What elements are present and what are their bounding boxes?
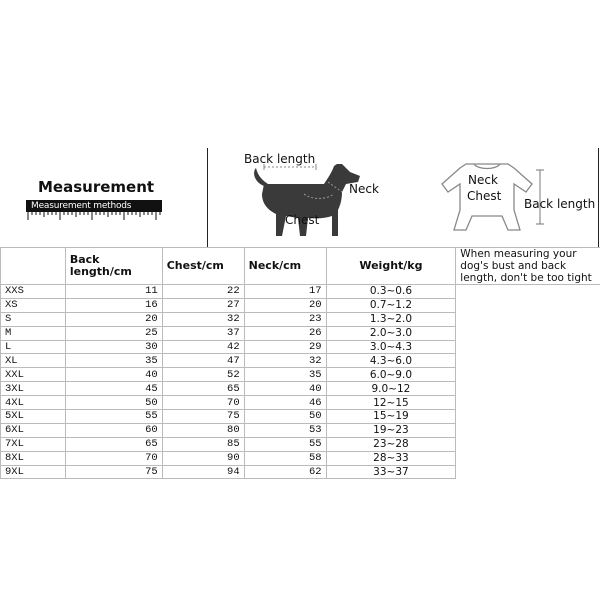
size-cell: 4XL <box>1 396 66 410</box>
table-row <box>1 312 600 326</box>
back-length-cell: 35 <box>65 354 162 368</box>
weight-cell: 12~15 <box>326 396 456 410</box>
neck-cell: 55 <box>244 437 326 451</box>
size-cell: XS <box>1 298 66 312</box>
chest-cell: 22 <box>162 285 244 299</box>
weight-cell: 23~28 <box>326 437 456 451</box>
chest-cell: 80 <box>162 423 244 437</box>
table-row <box>1 437 600 451</box>
table-row <box>1 451 600 465</box>
weight-cell: 1.3~2.0 <box>326 312 456 326</box>
chest-cell: 94 <box>162 465 244 479</box>
chest-cell: 52 <box>162 368 244 382</box>
weight-cell: 4.3~6.0 <box>326 354 456 368</box>
table-row <box>1 285 600 299</box>
weight-cell: 6.0~9.0 <box>326 368 456 382</box>
chest-cell: 70 <box>162 396 244 410</box>
size-cell: 3XL <box>1 382 66 396</box>
neck-cell: 50 <box>244 410 326 424</box>
chest-cell: 42 <box>162 340 244 354</box>
back-length-cell: 70 <box>65 451 162 465</box>
back-length-cell: 55 <box>65 410 162 424</box>
size-cell: 8XL <box>1 451 66 465</box>
back-length-cell: 25 <box>65 326 162 340</box>
neck-cell: 29 <box>244 340 326 354</box>
back-length-cell: 45 <box>65 382 162 396</box>
neck-column-header: Neck/cm <box>244 248 326 285</box>
neck-cell: 40 <box>244 382 326 396</box>
neck-cell: 23 <box>244 312 326 326</box>
neck-cell: 53 <box>244 423 326 437</box>
table-row <box>1 354 600 368</box>
weight-cell: 3.0~4.3 <box>326 340 456 354</box>
clothes-chest-label: Chest <box>467 189 502 203</box>
back-length-cell: 60 <box>65 423 162 437</box>
table-row <box>1 340 600 354</box>
weight-cell: 15~19 <box>326 410 456 424</box>
table-row <box>1 423 600 437</box>
weight-cell: 28~33 <box>326 451 456 465</box>
size-cell: XXL <box>1 368 66 382</box>
header-divider-1 <box>207 148 208 248</box>
size-cell: L <box>1 340 66 354</box>
chest-cell: 37 <box>162 326 244 340</box>
size-cell: XXS <box>1 285 66 299</box>
neck-cell: 26 <box>244 326 326 340</box>
measurement-title: Measurement <box>38 178 155 196</box>
weight-cell: 0.3~0.6 <box>326 285 456 299</box>
back-length-cell: 65 <box>65 437 162 451</box>
neck-cell: 46 <box>244 396 326 410</box>
table-header-row <box>1 248 600 285</box>
weight-cell: 9.0~12 <box>326 382 456 396</box>
weight-cell: 33~37 <box>326 465 456 479</box>
dog-silhouette-icon <box>246 164 386 244</box>
neck-cell: 17 <box>244 285 326 299</box>
back-length-cell: 11 <box>65 285 162 299</box>
weight-column-header: Weight/kg <box>326 248 456 285</box>
clothes-neck-label: Neck <box>468 173 498 187</box>
chest-cell: 85 <box>162 437 244 451</box>
size-cell: 6XL <box>1 423 66 437</box>
neck-cell: 35 <box>244 368 326 382</box>
neck-cell: 32 <box>244 354 326 368</box>
table-row <box>1 326 600 340</box>
size-cell: 7XL <box>1 437 66 451</box>
neck-cell: 20 <box>244 298 326 312</box>
neck-cell: 62 <box>244 465 326 479</box>
chest-cell: 90 <box>162 451 244 465</box>
dog-neck-label: Neck <box>349 182 379 196</box>
chest-cell: 65 <box>162 382 244 396</box>
size-cell: S <box>1 312 66 326</box>
header-divider-2 <box>598 148 599 248</box>
back-length-cell: 20 <box>65 312 162 326</box>
back-length-cell: 75 <box>65 465 162 479</box>
clothes-back-length-label: Back length <box>524 197 596 211</box>
back-length-column-header: Back length/cm <box>65 248 162 285</box>
table-row <box>1 465 600 479</box>
table-row <box>1 382 600 396</box>
dog-chest-label: Chest <box>285 213 320 227</box>
weight-cell: 19~23 <box>326 423 456 437</box>
table-row <box>1 396 600 410</box>
chest-cell: 47 <box>162 354 244 368</box>
table-row <box>1 410 600 424</box>
table-row <box>1 368 600 382</box>
size-column-header <box>1 248 66 285</box>
size-cell: 9XL <box>1 465 66 479</box>
ruler-label: Measurement methods <box>31 201 132 211</box>
weight-cell: 2.0~3.0 <box>326 326 456 340</box>
neck-cell: 58 <box>244 451 326 465</box>
measuring-note: When measuring your dog's bust and back length, don't be too tight <box>456 248 600 285</box>
size-chart-table <box>0 247 600 479</box>
size-cell: XL <box>1 354 66 368</box>
weight-cell: 0.7~1.2 <box>326 298 456 312</box>
size-cell: M <box>1 326 66 340</box>
back-length-cell: 50 <box>65 396 162 410</box>
chest-cell: 27 <box>162 298 244 312</box>
back-length-cell: 30 <box>65 340 162 354</box>
dog-back-length-label: Back length <box>244 152 316 166</box>
chest-column-header: Chest/cm <box>162 248 244 285</box>
back-length-cell: 16 <box>65 298 162 312</box>
chest-cell: 32 <box>162 312 244 326</box>
size-cell: 5XL <box>1 410 66 424</box>
back-length-cell: 40 <box>65 368 162 382</box>
table-row <box>1 298 600 312</box>
chest-cell: 75 <box>162 410 244 424</box>
